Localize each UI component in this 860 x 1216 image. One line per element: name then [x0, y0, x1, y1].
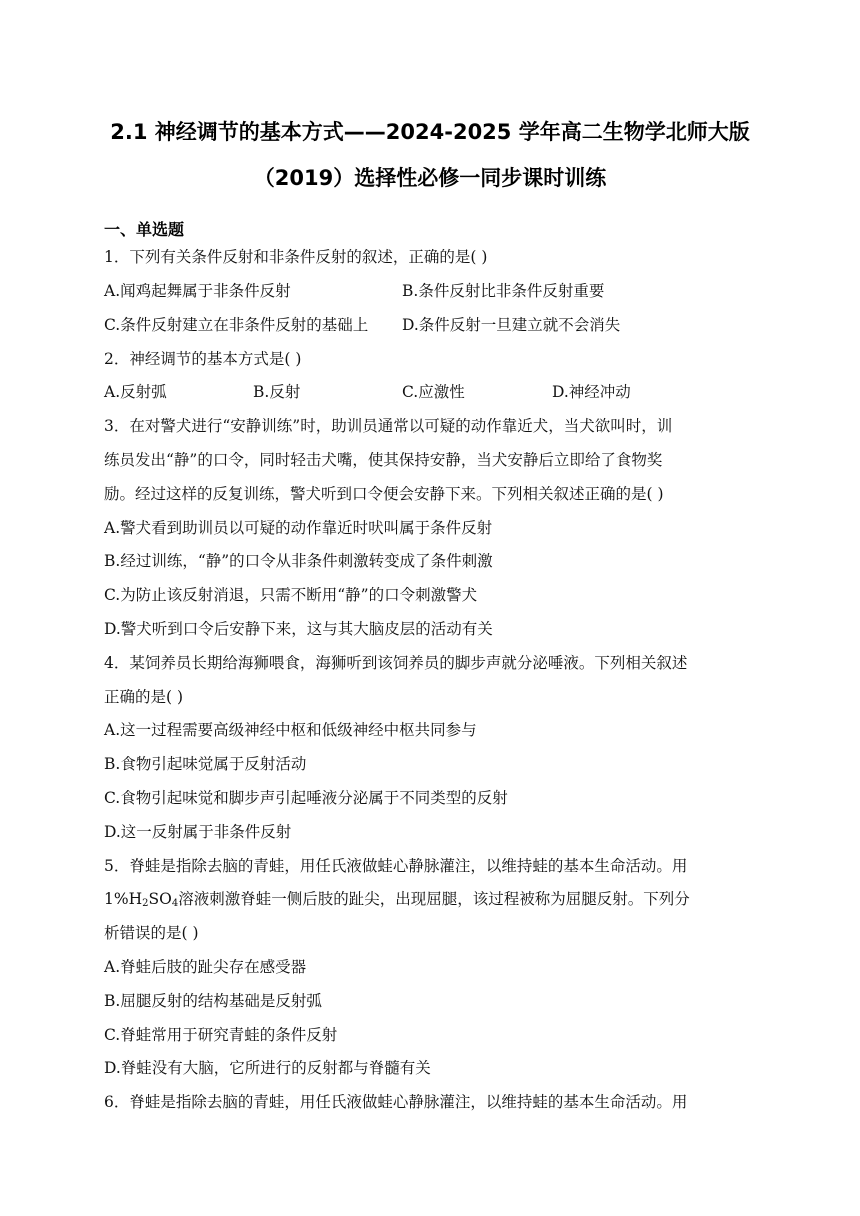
question-4-option-b: B.食物引起味觉属于反射活动 — [104, 755, 307, 773]
question-4-option-a: A.这一过程需要高级神经中枢和低级神经中枢共同参与 — [104, 721, 477, 739]
question-2-option-d: D.神经冲动 — [552, 383, 631, 401]
document-title-line-1: 2.1 神经调节的基本方式——2024-2025 学年高二生物学北师大版 — [110, 120, 750, 144]
question-2-option-c: C.应激性 — [402, 383, 465, 401]
question-1-option-c: C.条件反射建立在非条件反射的基础上 — [104, 316, 369, 334]
question-5-stem-line-2 — [104, 889, 764, 909]
question-3-stem-line-3: 励。经过这样的反复训练，警犬听到口令便会安静下来。下列相关叙述正确的是( ) — [104, 485, 664, 503]
question-5-stem-line-3: 析错误的是( ) — [104, 924, 199, 942]
question-1-option-d: D.条件反射一旦建立就不会消失 — [402, 316, 621, 334]
question-3-stem-line-2: 练员发出“静”的口令，同时轻击犬嘴，使其保持安静，当犬安静后立即给了食物奖 — [104, 451, 663, 469]
question-4-stem-line-1: 4．某饲养员长期给海狮喂食，海狮听到该饲养员的脚步声就分泌唾液。下列相关叙述 — [104, 654, 688, 672]
question-4-option-d: D.这一反射属于非条件反射 — [104, 823, 292, 841]
question-5-stem-line-2-text: 溶液刺激脊蛙一侧后肢的趾尖，出现屈腿，该过程被称为屈腿反射。下列分 — [178, 890, 690, 908]
question-5-option-b: B.屈腿反射的结构基础是反射弧 — [104, 992, 322, 1010]
section-heading: 一、单选题 — [104, 220, 185, 239]
question-1-option-b: B.条件反射比非条件反射重要 — [402, 282, 605, 300]
question-5-option-c: C.脊蛙常用于研究青蛙的条件反射 — [104, 1026, 338, 1044]
formula-so: SO — [148, 890, 172, 908]
question-6-stem-line-1: 6．脊蛙是指除去脑的青蛙，用任氏液做蛙心静脉灌注，以维持蛙的基本生命活动。用 — [104, 1093, 688, 1111]
formula-prefix: 1%H — [104, 890, 143, 908]
question-3-option-c: C.为防止该反射消退，只需不断用“静”的口令刺激警犬 — [104, 586, 478, 604]
question-5-option-a: A.脊蛙后肢的趾尖存在感受器 — [104, 958, 307, 976]
formula-subscript-2: 2 — [142, 898, 149, 909]
question-3-stem-line-1: 3．在对警犬进行“安静训练”时，助训员通常以可疑的动作靠近犬，当犬欲叫时，训 — [104, 417, 673, 435]
question-1-stem: 1．下列有关条件反射和非条件反射的叙述，正确的是( ) — [104, 248, 488, 266]
question-5-option-d: D.脊蛙没有大脑，它所进行的反射都与脊髓有关 — [104, 1059, 431, 1077]
question-2-option-a: A.反射弧 — [104, 383, 167, 401]
question-2-option-b: B.反射 — [253, 383, 301, 401]
question-3-option-a: A.警犬看到助训员以可疑的动作靠近时吠叫属于条件反射 — [104, 519, 493, 537]
formula-subscript-4: 4 — [171, 898, 179, 909]
question-4-option-c: C.食物引起味觉和脚步声引起唾液分泌属于不同类型的反射 — [104, 789, 508, 807]
question-1-option-a: A.闻鸡起舞属于非条件反射 — [104, 282, 291, 300]
question-2-stem: 2．神经调节的基本方式是( ) — [104, 350, 302, 368]
question-4-stem-line-2: 正确的是( ) — [104, 688, 184, 706]
question-3-option-b: B.经过训练，“静”的口令从非条件刺激转变成了条件刺激 — [104, 552, 493, 570]
document-title-line-2: （2019）选择性必修一同步课时训练 — [253, 166, 607, 190]
question-5-stem-line-1: 5．脊蛙是指除去脑的青蛙，用任氏液做蛙心静脉灌注，以维持蛙的基本生命活动。用 — [104, 857, 688, 875]
question-3-option-d: D.警犬听到口令后安静下来，这与其大脑皮层的活动有关 — [104, 620, 493, 638]
